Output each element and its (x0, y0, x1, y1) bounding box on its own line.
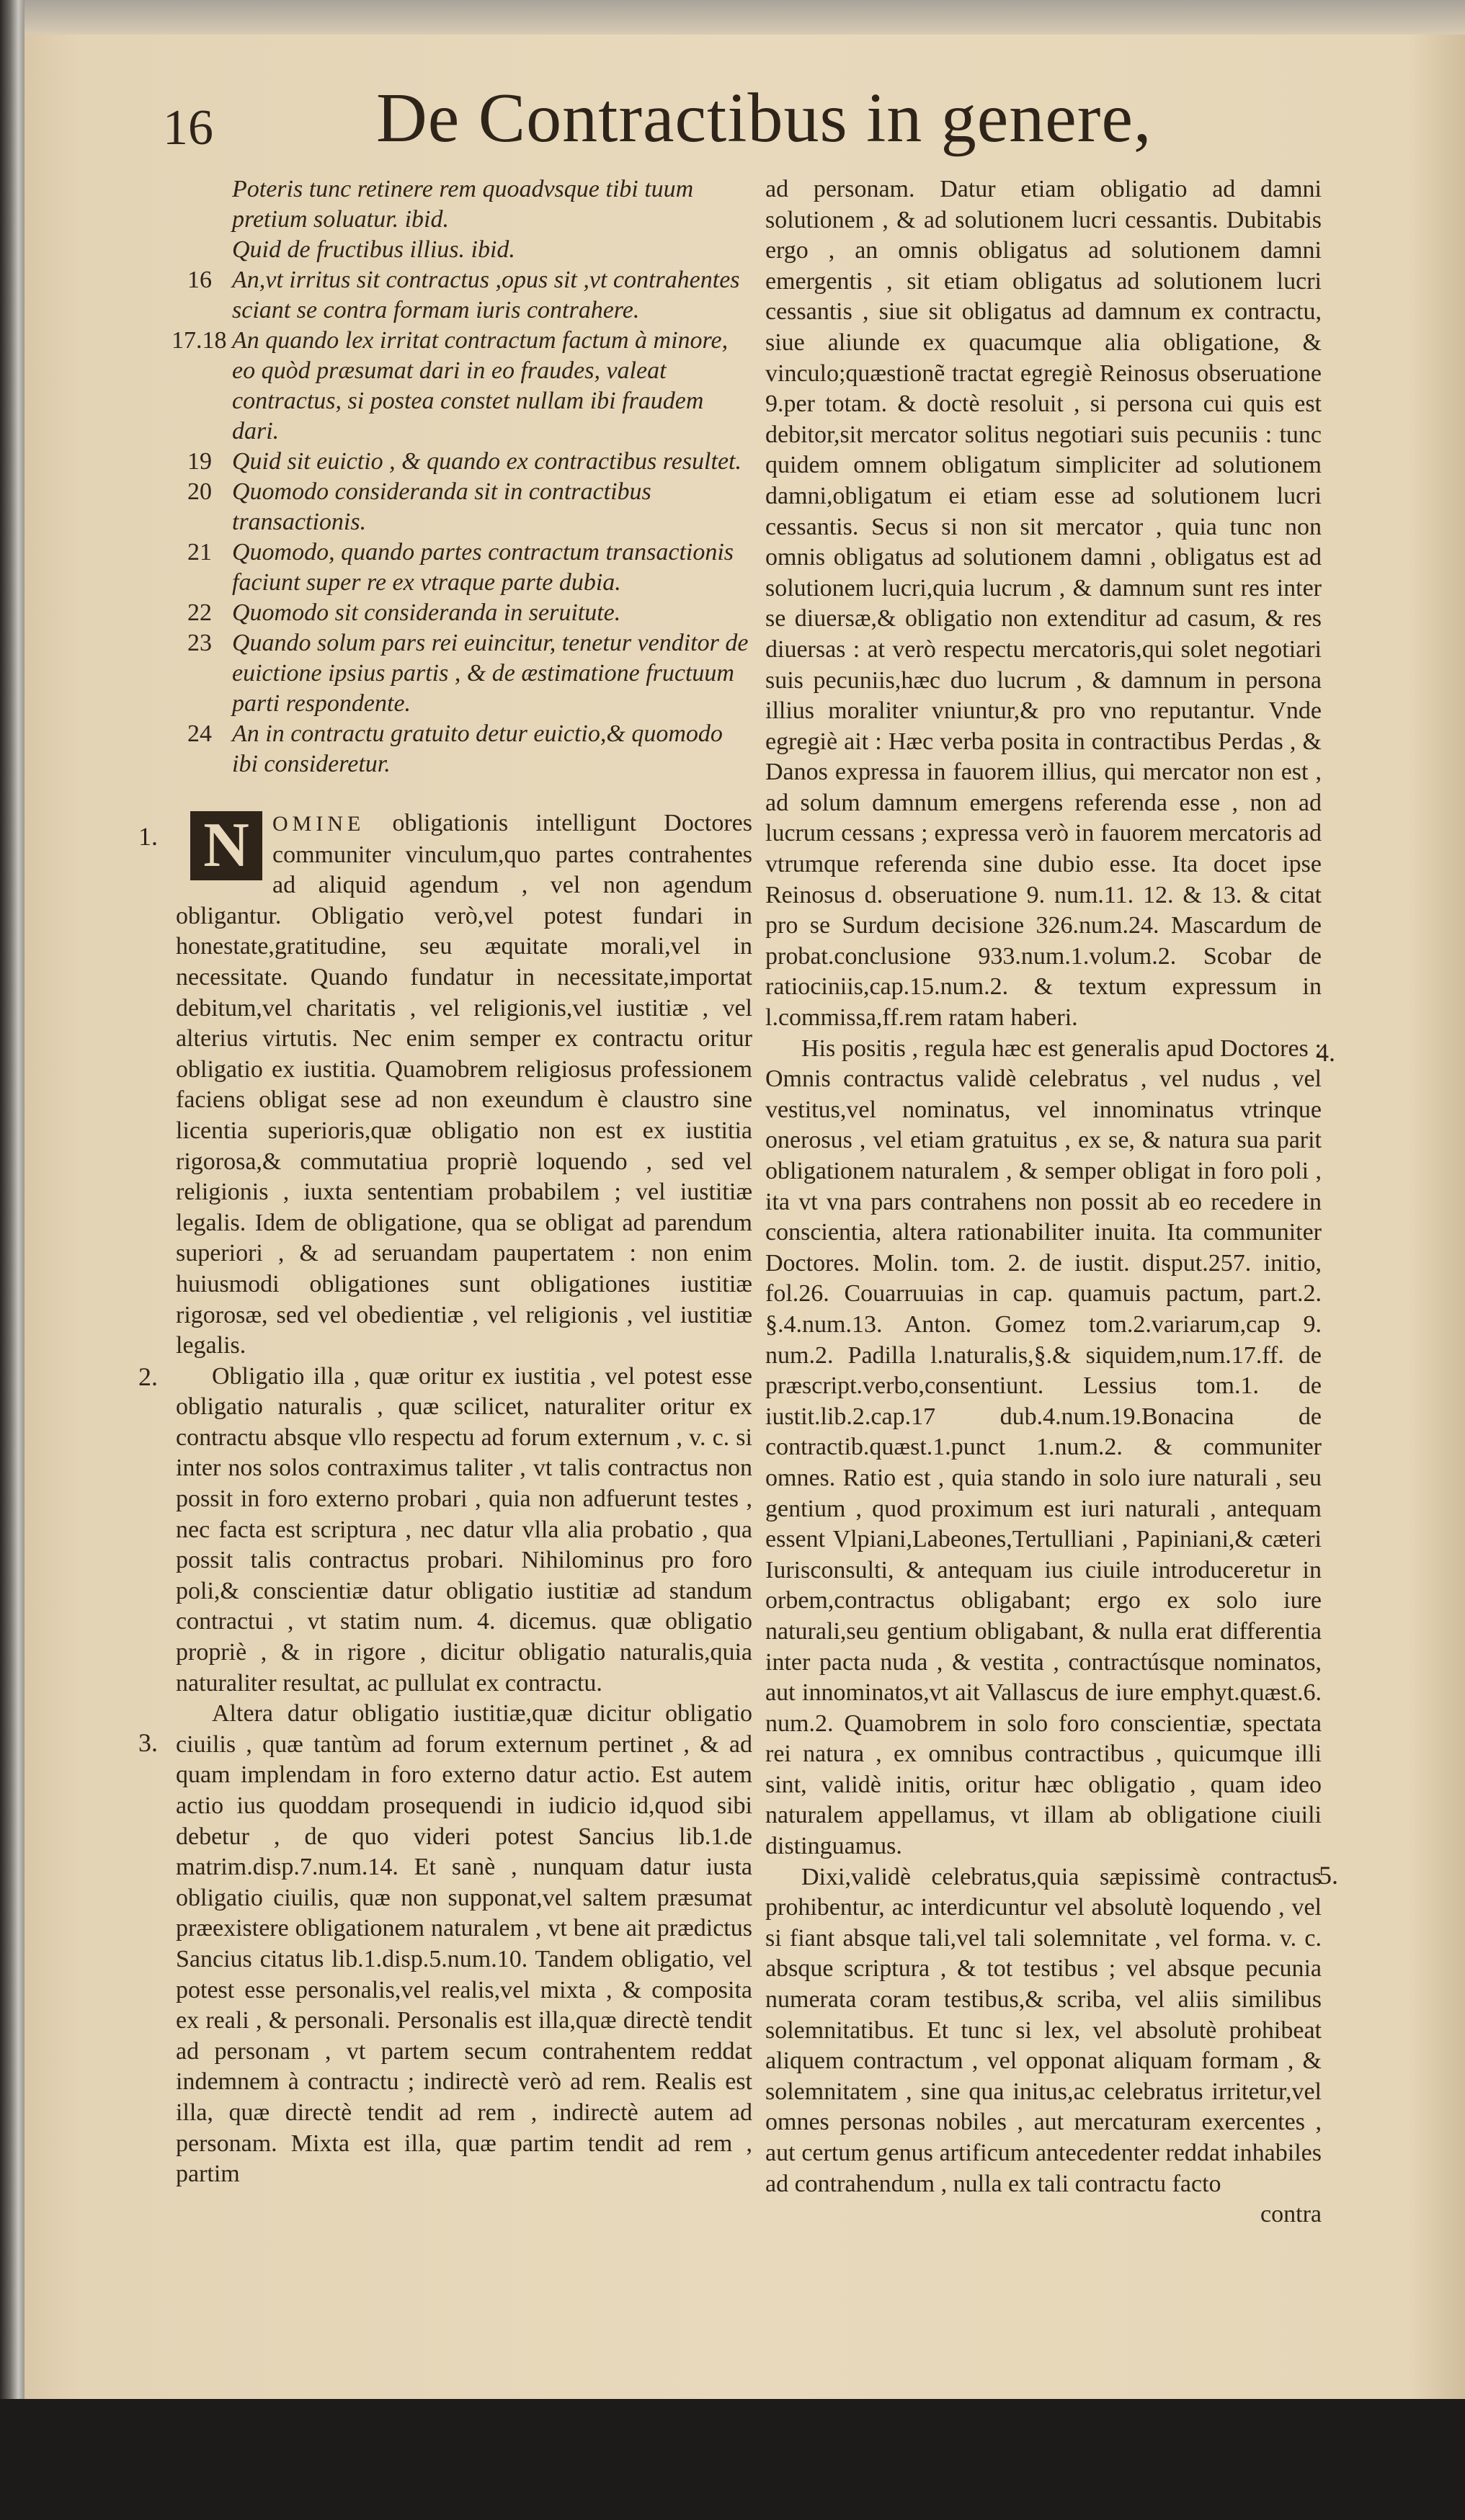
summary-entry (176, 537, 752, 598)
summary-text: Quomodo, quando partes contractum transactionis faciunt super re ex vtraque parte dubia. (232, 539, 734, 596)
summary-number: 19 (187, 448, 212, 475)
book-binding-edge (0, 0, 25, 2399)
summary-entry (176, 447, 752, 477)
summary-text: Quid sit euictio , & quando ex contractibus resultet. (232, 448, 742, 475)
paragraph-1 (176, 808, 752, 1362)
summary-entry (172, 326, 752, 447)
summary-entry (176, 235, 752, 265)
right-column (765, 174, 1322, 2230)
scan-background (0, 2399, 1465, 2520)
summary-text: Quid de fructibus illius. ibid. (232, 236, 515, 263)
first-word: OMINE (272, 812, 365, 836)
summary-entry (176, 477, 752, 537)
paragraph-2: Obligatio illa , quæ oritur ex iustitia , vel potest esse obligatio naturalis , quæ scilicet, naturaliter oritur ex contractu absque vllo respectu ad forum externum , v. c. si inter nos solos contraximus taliter , vt talis contractus non possit in foro externo probari , quia non adfuerunt testes , nec facta est scriptura , nec datur vlla alia probatio , qua possit talis contractus probari. Nihilominus pro foro poli,& conscientiæ datur obligatio iustitiæ ad standum contractui , vt statim num. 4. dicemus. quæ obligatio propriè , & in rigore , dicitur obligatio naturalis,quia naturaliter resultat, ac pullulat ex contractu. (176, 1362, 752, 1697)
summary-text: An,vt irritus sit contractus ,opus sit ,vt contrahentes sciant se contra formam iuris contrahere. (232, 267, 740, 323)
catchword: contra (1260, 2201, 1322, 2228)
summary-text: An quando lex irritat contractum factum à minore, eo quòd præsumat dari in eo fraudes, valeat contractus, si postea constet nullam ibi fraudem dari. (232, 327, 729, 444)
margin-number-3: 3. (138, 1728, 158, 1757)
summary-number: 20 (187, 478, 212, 505)
summary-number: 22 (187, 599, 212, 626)
summary-text: Quando solum pars rei euincitur, tenetur venditor de euictione ipsius partis , & de æstimatione fructuum parti respondente. (232, 630, 749, 717)
summary-text: Poteris tunc retinere rem quoadvsque tibi tuum pretium soluatur. ibid. (232, 176, 694, 233)
summary-number: 16 (187, 267, 212, 293)
paragraph-4: ad personam. Datur etiam obligatio ad damni solutionem , & ad solutionem lucri cessantis. Dubitabis ergo , an omnis obligatus ad solutionem damni emergentis , sit etiam obligatus ad solutionem lucri cessantis , siue sit obligatus ad damnum ex contractu, siue aliunde ex quacumque alia obligatione, & vinculo;quæstionẽ tractat egregiè Reinosus obseruatione 9.per totam. & doctè resoluit , si persona cui quis est debitor,sit mercator solitus negotiari suis pecuniis : tunc quidem omnem obligatum simpliciter ad solutionem damni,obligatum ei etiam esse ad solutionem lucri cessantis. Secus si non sit mercator , quia tunc non omnis obligatus ad solutionem damni , obligatus est ad solutionem lucri,quia lucrum , & damnum sunt res inter se diuersæ,& obligatio non extenditur ad casum, & res diuersas : at verò respectu mercatoris,qui solet negotiari suis pecuniis,hæc duo lucrum , & damnum in persona illius moraliter vniuntur,& pro vno reputantur. Vnde egregiè ait : Hæc verba posita in contractibus Perdas , & Danos expressa in fauorem illius, qui mercator non est , ad solum damnum emergens referenda esse , non ad lucrum cessans ; expressa verò in fauorem mercatoris ad vtrumque referenda sine dubio esse. Ita docet ipse Reinosus d. obseruatione 9. num.11. 12. & 13. & citat pro se Surdum decisione 326.num.24. Mascardum de probat.conclusione 933.num.1.volum.2. Scobar de ratiociniis,cap.15.num.2. & textum expressum in l.commissa,ff.rem ratam haberi. (765, 176, 1322, 1032)
summary-number: 23 (187, 630, 212, 656)
paragraph-3: Altera datur obligatio iustitiæ,quæ dicitur obligatio ciuilis , quæ tantùm ad forum externum pertinet , & ad quam implendam in foro externo datur actio. Est autem actio ius quoddam prosequendi in iudicio id,quod sibi debetur , de quo videri potest Sancius lib.1.de matrim.disp.7.num.14. Et sanè , nunquam datur iusta obligatio ciuilis, quæ non supponat,vel saltem præsumat præexistere obligationem naturalem , vt bene ait prædictus Sancius citatus lib.1.disp.5.num.10. Tandem obligatio, vel potest esse personalis,vel realis,vel mixta , & composita ex reali , & personali. Personalis est illa,quæ directè tendit ad personam , vt partem secum contrahentem reddat indemnem à contractu ; indirectè verò ad rem. Realis est illa, quæ directè tendit ad rem , indirectè autem ad personam. Mixta est illa, quæ partim tendit ad rem , partim (176, 1700, 752, 2188)
drop-cap: N (190, 811, 262, 880)
page-number: 16 (163, 100, 213, 156)
summary-number: 21 (187, 539, 212, 566)
running-head: De Contractibus in genere, (376, 79, 1152, 157)
summary-entry (176, 719, 752, 779)
summary-number: 17.18 (172, 327, 227, 354)
paragraph-text: obligationis intelligunt Doctores communiter vinculum,quo partes contrahentes ad aliquid agendum , vel non agendum obligantur. Obligatio verò,vel potest fundari in honestate,gratitudine, seu æquitate morali,vel in necessitate. Quando fundatur in necessitate,importat debitum,vel charitatis , vel religionis,vel iustitiæ , vel alterius virtutis. Nec enim semper ex contractu oritur obligatio ex iustitia. Quamobrem religiosus professionem faciens obligat sese ad non exeundum è claustro sine licentia superioris,quæ obligatio non est ex iustitia rigorosa,& commutatiua propriè loquendo , sed vel religionis , iuxta sententiam probabilem ; vel iustitiæ legalis. Idem de obligatione, qua se obligat ad parendum superiori , & ad seruandam paupertatem : non enim huiusmodi obligationes sunt obligationes iustitiæ rigorosæ, sed vel obedientiæ , vel religionis , vel iustitiæ legalis. (176, 810, 752, 1359)
paragraph-6: Dixi,validè celebratus,quia sæpissimè contractus prohibentur, ac interdicuntur vel absolutè loquendo , vel si fiant absque tali,vel tali solemnitate , vel forma. v. c. absque scriptura , & tot testibus ; vel absque pecunia numerata coram testibus,& scriba, vel aliis similibus solemnitatibus. Et tunc si lex, vel absolutè prohibeat aliquem contractum , vel opponat aliquam formam , & solemnitatem , sine qua initus,ac celebratus irritetur,vel omnes personas nobiles , aut mercaturam exercentes , aut certum genus artificum antecedenter reddat inhabiles ad contrahendum , nulla ex tali contractu facto (765, 1863, 1322, 2197)
paragraph-5: His positis , regula hæc est generalis apud Doctores : Omnis contractus validè celebratus , vel nudus , vel vestitus,vel nominatus, vel innominatus vtrinque onerosus , vel etiam gratuitus , ex se, & natura sua parit obligationem naturalem , & semper obligat in foro poli , ita vt vna pars contrahens non possit ab eo recedere in conscientia, altera rationabiliter inuita. Ita communiter Doctores. Molin. tom. 2. de iustit. disput.257. initio, fol.26. Couarruuias in cap. quamuis pactum, part.2. §.4.num.13. Anton. Gomez tom.2.variarum,cap 9. num.2. Padilla l.naturalis,§.& siquidem,num.17.ff. de præscript.verbo,consentiunt. Lessius tom.1. de iustit.lib.2.cap.17 dub.4.num.19.Bonacina de contractib.quæst.1.punct 1.num.2. & communiter omnes. Ratio est , quia stando in solo iure naturali , seu gentium , quod proximum est iuri naturali , antequam essent Vlpiani,Labeones,Tertulliani , Papiniani,& cæteri Iurisconsulti, & antequam ius ciuile introduceretur in orbem,contractus obligabant; ergo ex solo iure naturali,seu gentium obligabant, & nulla erat differentia inter pacta nuda , & vestita , contractúsque nominatos, aut innominatos,vt ait Vallascus de iure emphyt.quæst.6. num.2. Quamobrem in solo foro conscientiæ, spectata rei natura , ex omnibus contractibus , quicumque illi sint, validè initis, oritur hæc obligatio , quam ideo naturalem appellamus, vt illam ab obligatione ciuili distinguamus. (765, 1035, 1322, 1860)
left-column (172, 174, 752, 2190)
summary-text: Quomodo consideranda sit in contractibus transactionis. (232, 478, 651, 535)
summary-text: An in contractu gratuito detur euictio,& quomodo ibi consideretur. (232, 720, 723, 777)
margin-number-2: 2. (138, 1362, 158, 1391)
margin-number-5: 5. (1319, 1861, 1338, 1890)
margin-number-1: 1. (138, 822, 158, 851)
summary-text: Quomodo sit consideranda in seruitute. (232, 599, 621, 626)
summary-number: 24 (187, 720, 212, 747)
summary-entry (176, 598, 752, 628)
summary-entry (176, 628, 752, 719)
margin-number-4: 4. (1316, 1038, 1335, 1067)
summary-entry (176, 265, 752, 326)
summary-entry (176, 174, 752, 235)
page-top-edge (25, 0, 1465, 35)
